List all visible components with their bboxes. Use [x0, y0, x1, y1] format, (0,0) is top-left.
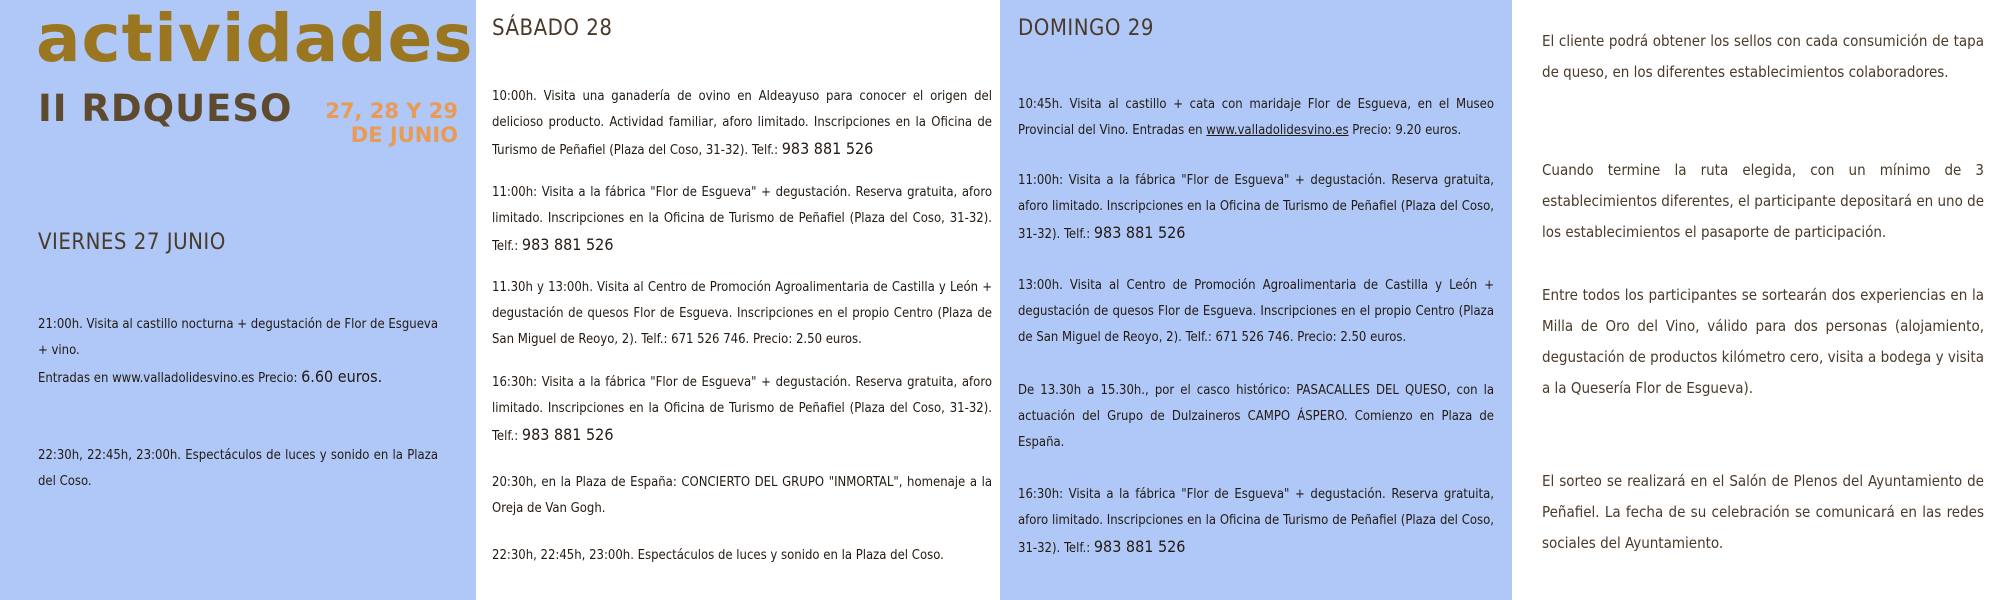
- event-item: [1018, 482, 1494, 562]
- event-text: 16:30h: Visita a la fábrica "Flor de Esgueva" + degustación. Reserva gratuita, aforo limitado. Inscripciones en la Oficina de Turismo de Peñafiel (Plaza del Coso, 31-32). Telf.:: [1018, 487, 1494, 556]
- event-dates-line1: 27, 28 Y 29: [325, 99, 458, 123]
- event-item: [492, 543, 992, 569]
- event-item: [1018, 168, 1494, 248]
- event-item: [38, 443, 438, 495]
- event-name: II RDQUESO: [38, 87, 293, 130]
- event-text: 10:00h. Visita una ganadería de ovino en Aldeayuso para conocer el origen del delicioso producto. Actividad familiar, aforo limitado. Inscripciones en la Oficina de Turismo de Peñafiel (Plaza del Coso, 31-32). Telf.:: [492, 89, 992, 158]
- event-text: 22:30h, 22:45h, 23:00h. Espectáculos de luces y sonido en la Plaza del Coso.: [492, 548, 944, 563]
- panel-sabado: [476, 0, 1000, 600]
- event-phone: 983 881 526: [521, 425, 614, 444]
- event-text: 11:00h: Visita a la fábrica "Flor de Esgueva" + degustación. Reserva gratuita, aforo limitado. Inscripciones en la Oficina de Turismo de Peñafiel (Plaza del Coso, 31-32). Telf.:: [492, 185, 992, 254]
- event-text: Entradas en www.valladolidesvino.es Precio:: [38, 371, 302, 386]
- event-text: 10:45h. Visita al castillo + cata con maridaje Flor de Esgueva, en el Museo Provincial del Vino. Entradas en: [1018, 97, 1494, 138]
- event-text: De 13.30h a 15.30h., por el casco histórico: PASACALLES DEL QUESO, con la actuación del Grupo de Dulzaineros CAMPO ÁSPERO. Comienzo en Plaza de España.: [1018, 383, 1494, 450]
- event-item: [1018, 92, 1494, 144]
- event-phone: 983 881 526: [521, 235, 614, 254]
- website-link[interactable]: www.valladolidesvino.es: [1206, 123, 1349, 138]
- event-phone: 983 881 526: [781, 139, 874, 158]
- info-paragraph: El sorteo se realizará en el Salón de Plenos del Ayuntamiento de Peñafiel. La fecha de su celebración se comunicará en las redes sociales del Ayuntamiento.: [1542, 472, 1984, 552]
- panel-domingo: [1000, 0, 1512, 600]
- brand-title: actividades: [36, 0, 474, 77]
- event-item: [1018, 378, 1494, 456]
- event-text: 11:00h: Visita a la fábrica "Flor de Esgueva" + degustación. Reserva gratuita, aforo limitado. Inscripciones en la Oficina de Turismo de Peñafiel (Plaza del Coso, 31-32). Telf.:: [1018, 173, 1494, 242]
- event-item: [492, 470, 992, 522]
- info-paragraph: El cliente podrá obtener los sellos con cada consumición de tapa de queso, en los diferentes establecimientos colaboradores.: [1542, 32, 1984, 81]
- event-item: [1018, 273, 1494, 351]
- info-paragraph: Cuando termine la ruta elegida, con un mínimo de 3 establecimientos diferentes, el participante depositará en uno de los establecimientos el pasaporte de participación.: [1542, 161, 1984, 241]
- event-text: 13:00h. Visita al Centro de Promoción Agroalimentaria de Castilla y León + degustación de quesos Flor de Esgueva. Inscripciones en el propio Centro (Plaza de San Miguel de Reoyo, 2). Telf.: 671 526 746. Precio: 2.50 euros.: [1018, 278, 1494, 345]
- panel-info: [1512, 0, 2000, 600]
- day-title-domingo: DOMINGO 29: [1018, 16, 1154, 41]
- event-price: 6.60 euros.: [301, 367, 383, 386]
- day-title-sabado: SÁBADO 28: [492, 16, 613, 41]
- event-text: 20:30h, en la Plaza de España: CONCIERTO DEL GRUPO "INMORTAL", homenaje a la Oreja de Van Gogh.: [492, 475, 992, 516]
- info-paragraph: Entre todos los participantes se sortearán dos experiencias en la Milla de Oro del Vino, válido para dos personas (alojamiento, degustación de productos kilómetro cero, visita a bodega y visita a la Quesería Flor de Esgueva).: [1542, 286, 1984, 397]
- event-item: [492, 370, 992, 450]
- panel-viernes: [0, 0, 476, 600]
- event-dates-line2: DE JUNIO: [350, 123, 458, 147]
- event-text: 22:30h, 22:45h, 23:00h. Espectáculos de luces y sonido en la Plaza del Coso.: [38, 448, 438, 489]
- day-title-viernes: VIERNES 27 JUNIO: [38, 230, 226, 255]
- event-text: Precio: 9.20 euros.: [1348, 123, 1462, 138]
- event-text: 21:00h. Visita al castillo nocturna + degustación de Flor de Esgueva + vino.: [38, 317, 438, 358]
- event-dates: [325, 99, 458, 147]
- event-phone: 983 881 526: [1093, 223, 1186, 242]
- event-text: 11.30h y 13:00h. Visita al Centro de Promoción Agroalimentaria de Castilla y León + degustación de quesos Flor de Esgueva. Inscripciones en el propio Centro (Plaza de San Miguel de Reoyo, 2). Telf.: 671 526 746. Precio: 2.50 euros.: [492, 280, 992, 347]
- event-item: [38, 312, 438, 392]
- event-text: 16:30h: Visita a la fábrica "Flor de Esgueva" + degustación. Reserva gratuita, aforo limitado. Inscripciones en la Oficina de Turismo de Peñafiel (Plaza del Coso, 31-32). Telf.:: [492, 375, 992, 444]
- event-item: [492, 84, 992, 164]
- event-phone: 983 881 526: [1093, 537, 1186, 556]
- event-item: [492, 275, 992, 353]
- event-item: [492, 180, 992, 260]
